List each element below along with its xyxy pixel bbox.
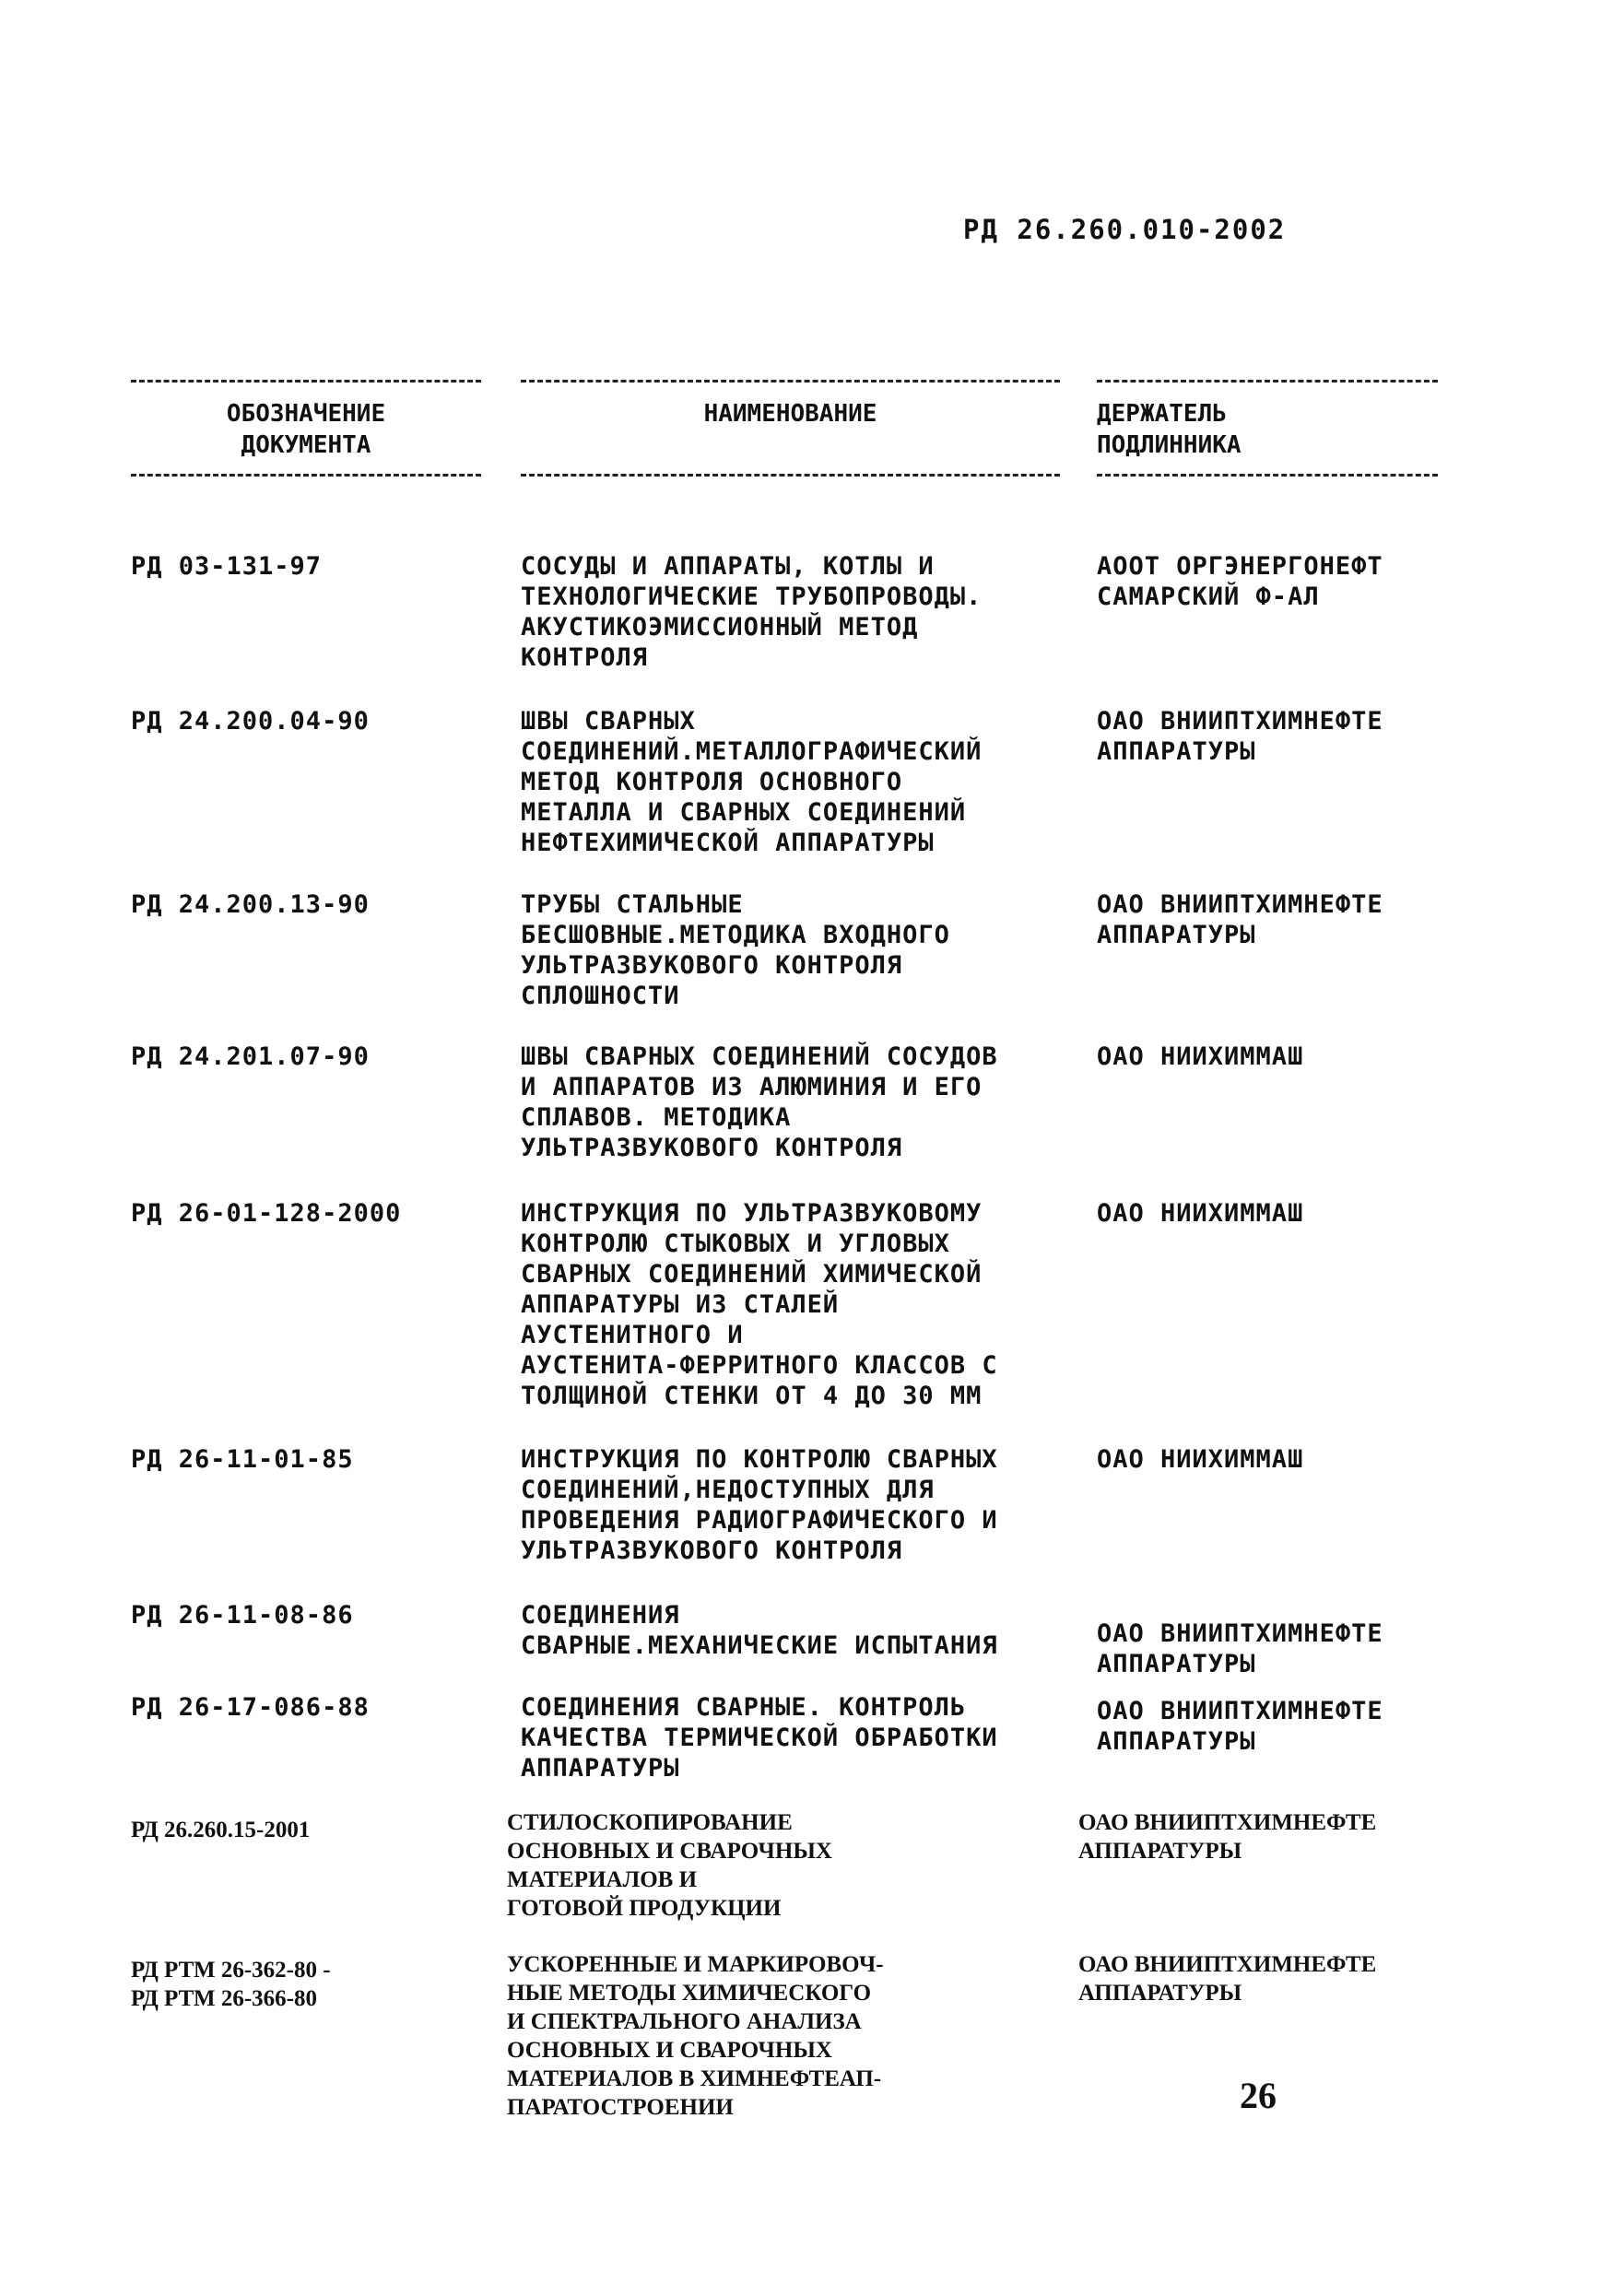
row-code: РД 26-17-086-88 <box>131 1693 370 1722</box>
row-name: ИНСТРУКЦИЯ ПО УЛЬТРАЗВУКОВОМУ КОНТРОЛЮ СТЫКОВЫХ И УГЛОВЫХ СВАРНЫХ СОЕДИНЕНИЙ ХИМИЧЕСКОЙ АППАРАТУРЫ ИЗ СТАЛЕЙ АУСТЕНИТНОГО И АУСТЕНИТА-ФЕРРИТНОГО КЛАССОВ С ТОЛЩИНОЙ СТЕНКИ ОТ 4 ДО 30 ММ <box>521 1199 998 1410</box>
header-rule-bottom-holder <box>1097 474 1438 477</box>
row-code: РД 26.260.15-2001 <box>131 1818 311 1842</box>
row-code: РД 24.200.04-90 <box>131 707 370 736</box>
row-holder: ОАО ВНИИПТХИМНЕФТЕ АППАРАТУРЫ <box>1078 1952 1377 2006</box>
row-code: РД 26-01-128-2000 <box>131 1199 402 1228</box>
row-holder: ОАО НИИХИММАШ <box>1097 1042 1304 1071</box>
row-name: ИНСТРУКЦИЯ ПО КОНТРОЛЮ СВАРНЫХ СОЕДИНЕНИЙ,НЕДОСТУПНЫХ ДЛЯ ПРОВЕДЕНИЯ РАДИОГРАФИЧЕСКОГО И УЛЬТРАЗВУКОВОГО КОНТРОЛЯ <box>521 1445 998 1565</box>
row-code: РД 26-11-01-85 <box>131 1445 354 1474</box>
row-holder: АООТ ОРГЭНЕРГОНЕФТ САМАРСКИЙ Ф-АЛ <box>1097 552 1383 611</box>
row-name: ТРУБЫ СТАЛЬНЫЕ БЕСШОВНЫЕ.МЕТОДИКА ВХОДНОГО УЛЬТРАЗВУКОВОГО КОНТРОЛЯ СПЛОШНОСТИ <box>521 890 950 1010</box>
row-name: УСКОРЕННЫЕ И МАРКИРОВОЧ- НЫЕ МЕТОДЫ ХИМИЧЕСКОГО И СПЕКТРАЛЬНОГО АНАЛИЗА ОСНОВНЫХ И СВАРОЧНЫХ МАТЕРИАЛОВ В ХИМНЕФТЕАП- ПАРАТОСТРОЕНИИ <box>507 1952 884 2120</box>
document-code: РД 26.260.010-2002 <box>963 214 1287 245</box>
row-code: РД 26-11-08-86 <box>131 1601 354 1630</box>
row-holder: ОАО ВНИИПТХИМНЕФТЕ АППАРАТУРЫ <box>1097 1619 1383 1678</box>
header-rule-top-code <box>131 380 481 382</box>
column-header-holder: ДЕРЖАТЕЛЬ ПОДЛИННИКА <box>1097 400 1242 459</box>
row-name: СТИЛОСКОПИРОВАНИЕ ОСНОВНЫХ И СВАРОЧНЫХ МАТЕРИАЛОВ И ГОТОВОЙ ПРОДУКЦИИ <box>507 1810 832 1921</box>
row-code: РД РТМ 26-362-80 - РД РТМ 26-366-80 <box>131 1958 331 2011</box>
row-code: РД 03-131-97 <box>131 552 323 581</box>
header-rule-bottom-code <box>131 474 481 477</box>
row-holder: ОАО ВНИИПТХИМНЕФТЕ АППАРАТУРЫ <box>1097 1697 1383 1756</box>
row-name: СОЕДИНЕНИЯ СВАРНЫЕ. КОНТРОЛЬ КАЧЕСТВА ТЕРМИЧЕСКОЙ ОБРАБОТКИ АППАРАТУРЫ <box>521 1693 998 1783</box>
header-rule-top-holder <box>1097 380 1438 382</box>
row-holder: ОАО НИИХИММАШ <box>1097 1445 1304 1474</box>
header-rule-top-name <box>521 380 1060 382</box>
column-header-name: НАИМЕНОВАНИЕ <box>703 400 877 428</box>
row-holder: ОАО ВНИИПТХИМНЕФТЕ АППАРАТУРЫ <box>1078 1810 1377 1864</box>
column-header-code: ОБОЗНАЧЕНИЕ ДОКУМЕНТА <box>226 400 386 459</box>
row-code: РД 24.200.13-90 <box>131 890 370 919</box>
row-name: ШВЫ СВАРНЫХ СОЕДИНЕНИЙ.МЕТАЛЛОГРАФИЧЕСКИЙ МЕТОД КОНТРОЛЯ ОСНОВНОГО МЕТАЛЛА И СВАРНЫХ СОЕДИНЕНИЙ НЕФТЕХИМИЧЕСКОЙ АППАРАТУРЫ <box>521 707 983 857</box>
row-holder: ОАО ВНИИПТХИМНЕФТЕ АППАРАТУРЫ <box>1097 890 1383 949</box>
page-number: 26 <box>1240 2075 1277 2116</box>
row-name: СОЕДИНЕНИЯ СВАРНЫЕ.МЕХАНИЧЕСКИЕ ИСПЫТАНИЯ <box>521 1601 998 1660</box>
row-name: ШВЫ СВАРНЫХ СОЕДИНЕНИЙ СОСУДОВ И АППАРАТОВ ИЗ АЛЮМИНИЯ И ЕГО СПЛАВОВ. МЕТОДИКА УЛЬТРАЗВУКОВОГО КОНТРОЛЯ <box>521 1042 998 1162</box>
header-rule-bottom-name <box>521 474 1060 477</box>
row-name: СОСУДЫ И АППАРАТЫ, КОТЛЫ И ТЕХНОЛОГИЧЕСКИЕ ТРУБОПРОВОДЫ. АКУСТИКОЭМИССИОННЫЙ МЕТОД КОНТРОЛЯ <box>521 552 983 672</box>
row-code: РД 24.201.07-90 <box>131 1042 370 1071</box>
row-holder: ОАО ВНИИПТХИМНЕФТЕ АППАРАТУРЫ <box>1097 707 1383 766</box>
row-holder: ОАО НИИХИММАШ <box>1097 1199 1304 1228</box>
